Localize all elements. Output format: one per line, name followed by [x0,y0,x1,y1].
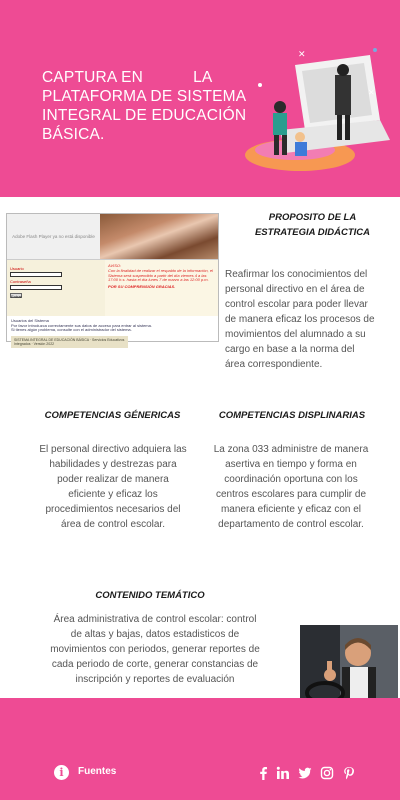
genericas-body: El personal directivo adquiera las habilidades y destrezas para poder realizar de manera eficiente y eficaz los procedimientos necesarios del área de control escolar. [39,444,187,530]
contenido-body: Área administrativa de control escolar: control de altas y bajas, datos estadisticos de movimientos con periodos, generar reportes de cada periodo de corte, generar constancias de inscripción y reportes de evaluación [50,614,260,685]
flash-text: Adobe Flash Player ya no está disponible [12,234,95,239]
pinterest-icon[interactable] [342,766,356,780]
title-part-2: LA [193,69,212,86]
sources-link[interactable]: Fuentes [78,766,117,777]
proposito-body: Reafirmar los conocimientos del personal directivo en el área de control escolar para poder llevar de manera eficaz los procesos de movimientos del alumnado a su cargo en base a la norma del área correspondiente. [225,269,375,370]
disciplinarias-body: La zona 033 administre de manera asertiva en tiempo y forma en coordinación oportuna con los centros escolares para cumplir de manera eficiente y eficaz con el departamento de control escolar. [213,444,369,530]
svg-text:✕: ✕ [368,88,375,97]
sieb-login-screenshot [6,213,219,346]
users-item-1: Por favor introduzca correctamente sus datos de acceso para entrar al sistema. [11,322,152,328]
screenshot-footer: SISTEMA INTEGRAL DE EDUCACIÓN BÁSICA · Servicios Educativos Integrados · Versión 2022 [11,336,128,348]
disciplinarias-heading: COMPETENCIAS DISPLINARIAS [218,410,366,421]
users-info [7,316,218,336]
driver-thumbs-up-photo [300,625,398,698]
username-input [10,272,62,277]
laptop-people-illustration [240,45,390,175]
notice-footer: POR SU COMPRENSIÓN GRACIAS. [108,284,176,290]
linkedin-icon[interactable] [276,766,290,780]
proposito-heading: PROPOSITO DE LA ESTRATEGIA DIDÁCTICA [254,212,371,238]
users-title: Usuarios del Sistema [11,318,49,323]
svg-text:✕: ✕ [298,50,306,60]
notice-body: Con la finalidad de realizar el respaldo de la información, el Sistema será suspendido a partir del día viernes 4 a las 17:00 h.s. hasta el día lunes 7 de marzo a las 12:00 p.m. [108,267,213,283]
genericas-heading: COMPETENCIAS GÉNERICAS [44,410,181,421]
students-photo [100,214,218,259]
title-part-3: PLATAFORMA DE SISTEMA INTEGRAL DE EDUCACIÓN BÁSICA. [42,88,247,143]
username-label: Usuario [10,266,24,271]
login-form [7,260,105,316]
instagram-icon[interactable] [320,766,334,780]
facebook-icon[interactable] [256,766,270,780]
users-item-2: Si tienes algún problema, consulte con el administrador del sistema. [11,327,132,333]
password-input [10,285,62,290]
contenido-heading: CONTENIDO TEMÁTICO [95,590,205,601]
title-part-1: CAPTURA EN [42,69,144,86]
password-label: Contraseña [10,279,31,284]
page-title [42,68,257,144]
notice-title: AVISO: [108,263,122,268]
notice-box [105,260,218,316]
flash-placeholder [7,214,100,259]
twitter-icon[interactable] [298,766,312,780]
info-icon[interactable]: i [54,765,69,780]
footer-bar [0,698,400,800]
login-button: Entrar [11,294,22,299]
